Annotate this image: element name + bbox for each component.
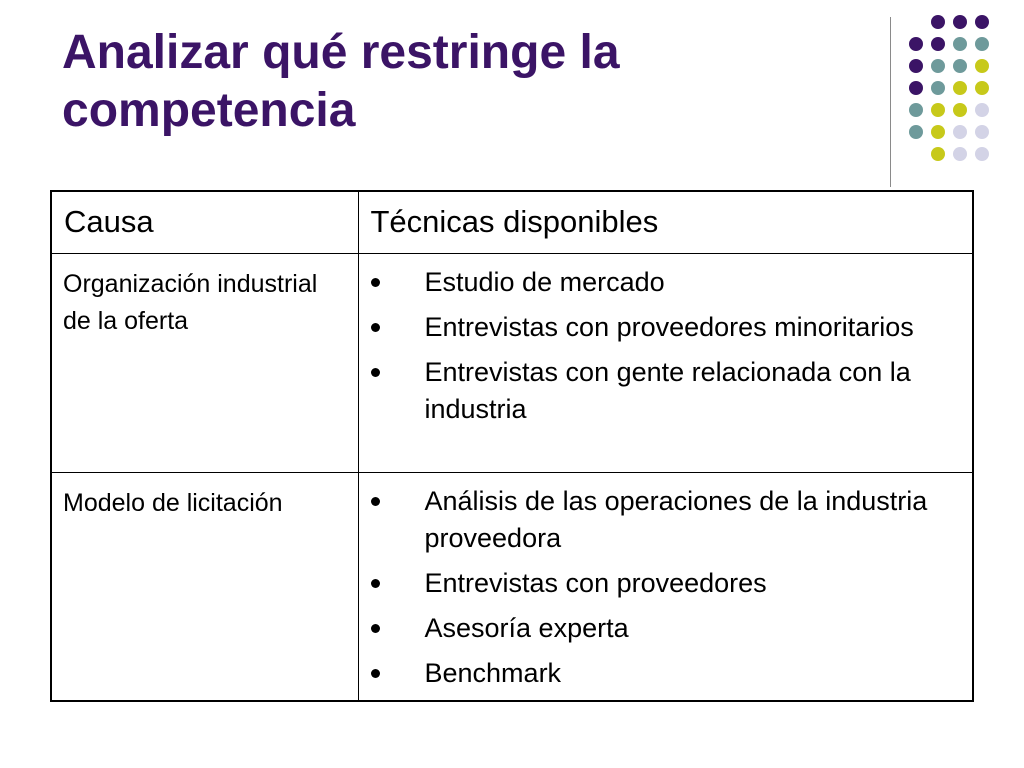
decorative-dot bbox=[953, 147, 967, 161]
decorative-dot bbox=[975, 59, 989, 73]
decorative-dot bbox=[931, 81, 945, 95]
cause-text: Modelo de licitación bbox=[63, 489, 283, 517]
techniques-cell bbox=[358, 473, 973, 702]
decorative-dot bbox=[931, 147, 945, 161]
bullet-icon bbox=[371, 278, 380, 287]
technique-text: Benchmark bbox=[424, 658, 562, 688]
header-cause-label: Causa bbox=[64, 204, 154, 239]
techniques-list bbox=[359, 473, 973, 692]
header-techniques-label: Técnicas disponibles bbox=[370, 204, 659, 239]
table-header-row bbox=[51, 191, 973, 254]
decorative-dot bbox=[975, 147, 989, 161]
decorative-dot bbox=[953, 125, 967, 139]
technique-text: Entrevistas con gente relacionada con la industria bbox=[424, 357, 911, 424]
bullet-icon bbox=[371, 579, 380, 588]
decorative-dot bbox=[953, 59, 967, 73]
techniques-list bbox=[359, 254, 973, 428]
vertical-divider bbox=[890, 17, 891, 187]
decorative-dot bbox=[909, 81, 923, 95]
technique-text: Análisis de las operaciones de la industria proveedora bbox=[424, 486, 928, 553]
table-row bbox=[51, 473, 973, 702]
list-item bbox=[359, 483, 963, 557]
cause-cell bbox=[51, 473, 358, 702]
decorative-dot bbox=[931, 125, 945, 139]
decorative-dot bbox=[975, 125, 989, 139]
list-item bbox=[359, 610, 963, 647]
decorative-dot bbox=[975, 37, 989, 51]
list-item bbox=[359, 309, 963, 346]
list-item bbox=[359, 354, 963, 428]
decorative-dot bbox=[953, 37, 967, 51]
decorative-dot bbox=[931, 37, 945, 51]
technique-text: Asesoría experta bbox=[424, 613, 629, 643]
slide-title: Analizar qué restringe la competencia bbox=[62, 26, 620, 137]
decorative-dot bbox=[931, 103, 945, 117]
causes-table bbox=[50, 190, 974, 702]
list-item bbox=[359, 565, 963, 602]
decorative-dot bbox=[931, 59, 945, 73]
cause-text: Organización industrial de la oferta bbox=[63, 270, 318, 335]
decorative-dot bbox=[909, 37, 923, 51]
list-item bbox=[359, 655, 963, 692]
decorative-dot bbox=[975, 81, 989, 95]
decorative-dot bbox=[909, 125, 923, 139]
decorative-dot bbox=[953, 103, 967, 117]
decorative-dot bbox=[953, 81, 967, 95]
table-row bbox=[51, 254, 973, 473]
decorative-dot bbox=[975, 15, 989, 29]
bullet-icon bbox=[371, 368, 380, 377]
technique-text: Entrevistas con proveedores bbox=[424, 568, 767, 598]
techniques-cell bbox=[358, 254, 973, 473]
header-techniques bbox=[358, 191, 973, 254]
decorative-dot bbox=[975, 103, 989, 117]
decorative-dot bbox=[931, 15, 945, 29]
decorative-dot bbox=[953, 15, 967, 29]
bullet-icon bbox=[371, 669, 380, 678]
decorative-dot bbox=[909, 103, 923, 117]
list-item bbox=[359, 264, 963, 301]
technique-text: Estudio de mercado bbox=[424, 267, 665, 297]
decorative-dot bbox=[909, 59, 923, 73]
technique-text: Entrevistas con proveedores minoritarios bbox=[424, 312, 914, 342]
bullet-icon bbox=[371, 497, 380, 506]
cause-cell bbox=[51, 254, 358, 473]
bullet-icon bbox=[371, 323, 380, 332]
bullet-icon bbox=[371, 624, 380, 633]
header-cause bbox=[51, 191, 358, 254]
